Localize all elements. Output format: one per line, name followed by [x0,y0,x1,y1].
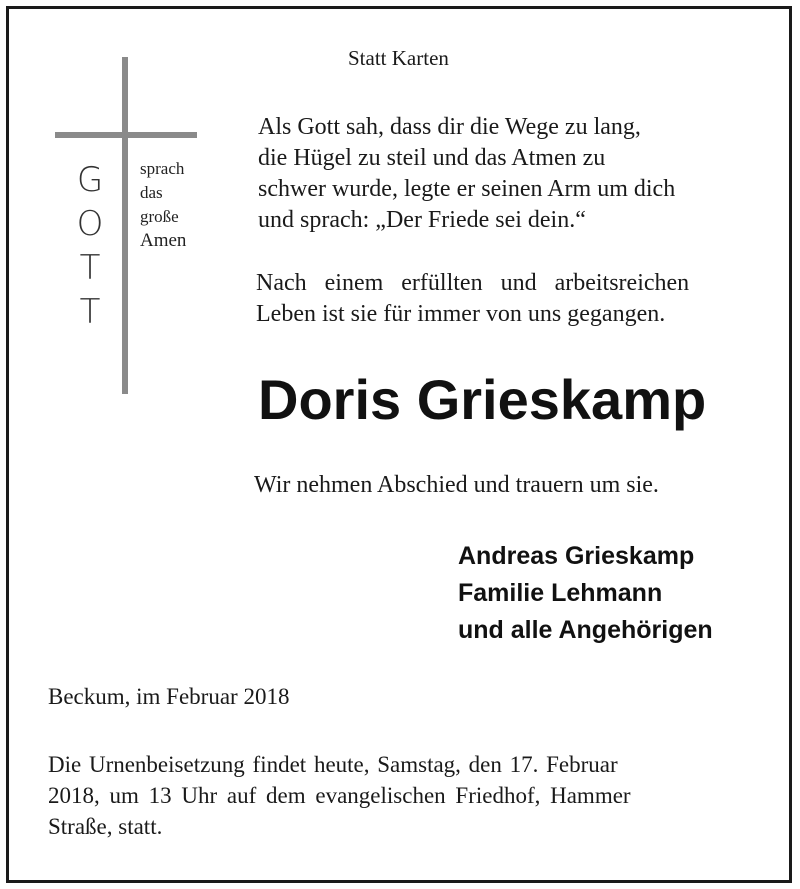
cross-words [140,157,186,253]
cross-word: das [140,183,163,202]
cross-vertical-bar [122,57,128,394]
poem-line: schwer wurde, legte er seinen Arm um dich [258,176,676,202]
mourner-line: Andreas Grieskamp [458,542,695,570]
notice-line: 2018, um 13 Uhr auf dem evangelischen Friedhof, Hammer [48,783,631,808]
cross-word: große [140,207,179,226]
intro-text [256,268,752,330]
notice-line: Straße, statt. [48,814,163,839]
poem-line: Als Gott sah, dass dir die Wege zu lang, [258,114,641,140]
mourner-line: und alle Angehörigen [458,616,713,644]
poem [258,112,675,236]
header-note: Statt Karten [348,46,449,70]
notice-line: Die Urnenbeisetzung findet heute, Samstag, den 17. Februar [48,752,618,777]
deceased-name: Doris Grieskamp [258,368,707,431]
poem-line: die Hügel zu steil und das Atmen zu [258,145,606,171]
cross-letter: O [76,204,104,244]
burial-notice [48,749,752,842]
cross-word: Amen [140,230,187,251]
cross-word: sprach [140,159,185,178]
cross-letter: G [76,160,104,200]
cross-letter: T [79,292,101,332]
mourner-line: Familie Lehmann [458,579,663,607]
cross-letters [70,158,110,334]
poem-line: und sprach: „Der Friede sei dein.“ [258,207,586,233]
place-date: Beckum, im Februar 2018 [48,684,290,709]
intro-line: Nach einem erfüllten und arbeitsreichen [256,270,690,296]
cross-horizontal-bar [55,132,197,138]
intro-line: Leben ist sie für immer von uns gegangen. [256,301,666,327]
mourners [458,538,713,649]
cross-letter: T [79,248,101,288]
farewell-text: Wir nehmen Abschied und trauern um sie. [254,472,659,498]
